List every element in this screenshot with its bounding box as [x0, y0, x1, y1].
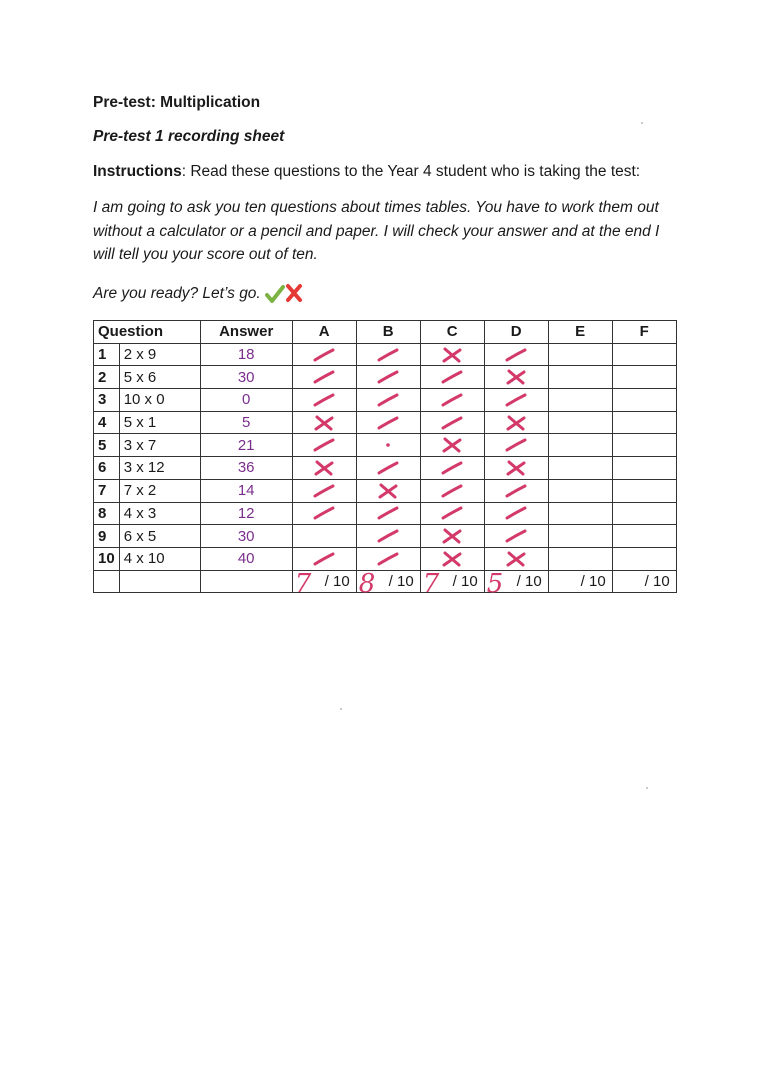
table-row	[94, 389, 677, 412]
handwritten-score: 7	[422, 568, 440, 599]
score-row	[94, 570, 677, 593]
answer-value: 14	[200, 479, 292, 502]
score-label: / 10	[452, 572, 478, 590]
tick-icon	[265, 285, 285, 303]
table-row	[94, 547, 677, 570]
tick-mark	[356, 366, 420, 389]
tick-mark	[292, 389, 356, 412]
ready-text: Are you ready? Let’s go.	[93, 285, 261, 302]
table-row	[94, 525, 677, 548]
empty-mark-cell	[548, 343, 612, 366]
empty-mark-cell	[612, 479, 676, 502]
score-cell	[612, 570, 676, 593]
table-row	[94, 502, 677, 525]
tick-mark	[484, 434, 548, 457]
answer-header: Answer	[200, 321, 292, 344]
teacher-script: I am going to ask you ten questions about times tables. You have to work them out without a calculator or a pencil and paper. I will check your answer and at the end I will tell you your score out of ten.	[93, 199, 660, 263]
cross-mark	[484, 366, 548, 389]
score-label: / 10	[324, 572, 350, 590]
answer-value: 36	[200, 457, 292, 480]
score-cell	[420, 568, 484, 599]
score-label: / 10	[644, 572, 670, 590]
empty-cell	[200, 570, 292, 593]
question-text: 3 x 12	[119, 457, 200, 480]
instructions-label: Instructions	[93, 163, 182, 180]
tick-mark	[420, 411, 484, 434]
student-header: E	[548, 321, 612, 344]
tick-mark	[484, 525, 548, 548]
instructions-text: : Read these questions to the Year 4 student who is taking the test:	[181, 163, 641, 180]
cross-mark	[420, 343, 484, 366]
question-text: 4 x 10	[119, 547, 200, 570]
tick-mark	[356, 525, 420, 548]
empty-mark-cell	[292, 525, 356, 548]
cross-mark	[420, 434, 484, 457]
question-number: 7	[94, 479, 120, 502]
question-number: 5	[94, 434, 120, 457]
scan-speck	[340, 708, 342, 710]
empty-mark-cell	[612, 502, 676, 525]
tick-mark	[292, 502, 356, 525]
question-text: 6 x 5	[119, 525, 200, 548]
table-row	[94, 434, 677, 457]
dot-mark	[356, 434, 420, 457]
empty-mark-cell	[612, 434, 676, 457]
scan-speck	[641, 122, 643, 124]
tick-mark	[484, 389, 548, 412]
empty-mark-cell	[548, 434, 612, 457]
question-number: 8	[94, 502, 120, 525]
recording-table	[93, 320, 677, 599]
student-header: C	[420, 321, 484, 344]
empty-mark-cell	[612, 525, 676, 548]
empty-mark-cell	[548, 525, 612, 548]
empty-mark-cell	[612, 457, 676, 480]
question-number: 2	[94, 366, 120, 389]
answer-value: 21	[200, 434, 292, 457]
handwritten-score: 8	[358, 568, 376, 599]
score-label: / 10	[388, 572, 414, 590]
cross-mark	[484, 411, 548, 434]
question-number: 9	[94, 525, 120, 548]
student-header: F	[612, 321, 676, 344]
tick-mark	[356, 457, 420, 480]
cross-mark	[420, 525, 484, 548]
question-number: 10	[94, 547, 120, 570]
score-label: / 10	[580, 572, 606, 590]
question-text: 2 x 9	[119, 343, 200, 366]
scan-speck	[646, 787, 648, 789]
question-text: 10 x 0	[119, 389, 200, 412]
question-number: 3	[94, 389, 120, 412]
header-row	[94, 321, 677, 344]
question-header: Question	[94, 321, 201, 344]
empty-cell	[94, 570, 120, 593]
student-header: D	[484, 321, 548, 344]
student-header: A	[292, 321, 356, 344]
score-cell	[484, 568, 548, 599]
empty-mark-cell	[548, 411, 612, 434]
empty-mark-cell	[612, 547, 676, 570]
answer-value: 5	[200, 411, 292, 434]
empty-mark-cell	[548, 502, 612, 525]
score-cell	[292, 568, 356, 599]
empty-mark-cell	[548, 479, 612, 502]
cross-mark	[484, 457, 548, 480]
score-label: / 10	[516, 572, 542, 590]
score-cell	[548, 570, 612, 593]
cross-mark	[292, 411, 356, 434]
student-header: B	[356, 321, 420, 344]
empty-mark-cell	[548, 547, 612, 570]
tick-mark	[484, 502, 548, 525]
tick-mark	[356, 502, 420, 525]
empty-mark-cell	[612, 343, 676, 366]
table-row	[94, 411, 677, 434]
question-text: 5 x 6	[119, 366, 200, 389]
question-text: 7 x 2	[119, 479, 200, 502]
tick-mark	[420, 502, 484, 525]
tick-mark	[356, 547, 420, 570]
empty-mark-cell	[548, 389, 612, 412]
answer-value: 30	[200, 366, 292, 389]
tick-mark	[292, 366, 356, 389]
tick-mark	[484, 343, 548, 366]
question-number: 4	[94, 411, 120, 434]
answer-value: 40	[200, 547, 292, 570]
page-subtitle: Pre-test 1 recording sheet	[93, 128, 285, 145]
tick-mark	[484, 479, 548, 502]
question-number: 6	[94, 457, 120, 480]
cross-icon	[285, 283, 303, 303]
answer-value: 30	[200, 525, 292, 548]
question-text: 4 x 3	[119, 502, 200, 525]
tick-mark	[356, 411, 420, 434]
empty-mark-cell	[612, 411, 676, 434]
cross-mark	[484, 547, 548, 570]
tick-mark	[356, 389, 420, 412]
answer-value: 0	[200, 389, 292, 412]
instructions	[93, 163, 640, 181]
empty-cell	[119, 570, 200, 593]
page-title: Pre-test: Multiplication	[93, 94, 261, 111]
table-row	[94, 479, 677, 502]
tick-mark	[420, 389, 484, 412]
ready-line	[93, 283, 303, 303]
question-text: 5 x 1	[119, 411, 200, 434]
empty-mark-cell	[548, 366, 612, 389]
handwritten-score: 5	[486, 568, 504, 599]
tick-mark	[292, 434, 356, 457]
cross-mark	[292, 457, 356, 480]
empty-mark-cell	[548, 457, 612, 480]
tick-mark	[420, 457, 484, 480]
tick-mark	[292, 343, 356, 366]
empty-mark-cell	[612, 389, 676, 412]
tick-mark	[420, 479, 484, 502]
tick-mark	[420, 366, 484, 389]
table-row	[94, 343, 677, 366]
answer-value: 12	[200, 502, 292, 525]
tick-mark	[356, 343, 420, 366]
handwritten-score: 7	[294, 568, 312, 599]
question-text: 3 x 7	[119, 434, 200, 457]
question-number: 1	[94, 343, 120, 366]
table-row	[94, 457, 677, 480]
table-row	[94, 366, 677, 389]
tick-mark	[292, 547, 356, 570]
cross-mark	[420, 547, 484, 570]
score-cell	[356, 568, 420, 599]
tick-mark	[292, 479, 356, 502]
empty-mark-cell	[612, 366, 676, 389]
cross-mark	[356, 479, 420, 502]
answer-value: 18	[200, 343, 292, 366]
